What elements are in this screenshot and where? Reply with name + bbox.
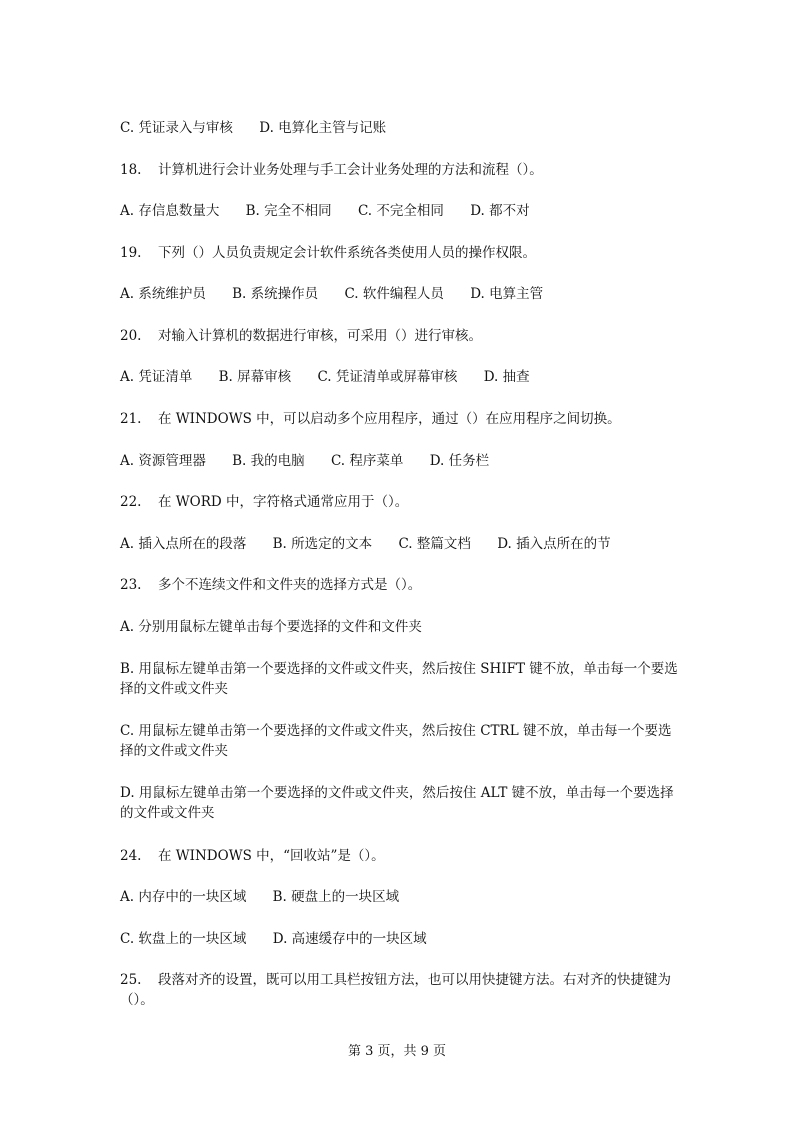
question-text: 在 WORD 中，字符格式通常应用于（）。	[158, 494, 409, 510]
options-line-24-1	[120, 887, 399, 907]
question-text: 下列（）人员负责规定会计软件系统各类使用人员的操作权限。	[158, 245, 536, 261]
option-c: C. 凭证录入与审核	[120, 120, 233, 136]
question-19	[120, 243, 536, 263]
option-a: A. 资源管理器	[120, 453, 206, 469]
question-24	[120, 846, 385, 866]
question-number: 25.	[120, 972, 142, 988]
question-25	[120, 970, 680, 1010]
option-b: B. 系统操作员	[232, 286, 319, 302]
options-line-19	[120, 284, 543, 304]
option-b: B. 硬盘上的一块区域	[272, 889, 400, 905]
option-d: D. 都不对	[470, 203, 530, 219]
option-a: A. 系统维护员	[120, 286, 206, 302]
option-d: D. 任务栏	[429, 453, 490, 469]
options-line-22	[120, 534, 611, 554]
option-d: D. 抽查	[483, 369, 530, 385]
option-a-line-23: A. 分别用鼠标左键单击每个要选择的文件和文件夹	[120, 619, 422, 635]
option-d: D. 高速缓存中的一块区域	[272, 931, 427, 947]
question-number: 23.	[120, 577, 142, 593]
page-footer: 第 3 页，共 9 页	[347, 1044, 447, 1059]
option-c: C. 软盘上的一块区域	[120, 931, 247, 947]
question-text: 在 WINDOWS 中，可以启动多个应用程序，通过（）在应用程序之间切换。	[158, 411, 621, 427]
option-d: D. 电算主管	[470, 286, 544, 302]
option-a: A. 内存中的一块区域	[120, 889, 247, 905]
question-text: 段落对齐的设置，既可以用工具栏按钮方法，也可以用快捷键方法。右对齐的快捷键为（）。	[120, 972, 671, 1008]
question-21	[120, 409, 621, 429]
question-text: 对输入计算机的数据进行审核，可采用（）进行审核。	[158, 328, 482, 344]
option-d: D. 插入点所在的节	[497, 536, 611, 552]
option-c-line-23: C. 用鼠标左键单击第一个要选择的文件或文件夹，然后按住 CTRL 键不放，单击每一个要选择的文件或文件夹	[120, 723, 672, 759]
option-a: A. 凭证清单	[120, 369, 193, 385]
question-number: 20.	[120, 328, 142, 344]
option-c: C. 整篇文档	[398, 536, 471, 552]
option-d: D. 电算化主管与记账	[259, 120, 387, 136]
option-b: B. 屏幕审核	[218, 369, 292, 385]
option-a: A. 存信息数量大	[120, 203, 220, 219]
question-number: 22.	[120, 494, 142, 510]
question-23	[120, 575, 421, 595]
option-b-line-23: B. 用鼠标左键单击第一个要选择的文件或文件夹，然后按住 SHIFT 键不放，单击每一个要选择的文件或文件夹	[120, 661, 678, 697]
options-line-20	[120, 367, 530, 387]
option-b: B. 我的电脑	[232, 453, 305, 469]
options-line-17	[120, 118, 386, 138]
option-c: C. 不完全相同	[357, 203, 444, 219]
option-c: C. 软件编程人员	[344, 286, 444, 302]
option-b: B. 所选定的文本	[272, 536, 373, 552]
options-line-24-2	[120, 929, 427, 949]
option-c: C. 程序菜单	[330, 453, 404, 469]
options-line-21	[120, 451, 489, 471]
option-d-line-23: D. 用鼠标左键单击第一个要选择的文件或文件夹，然后按住 ALT 键不放，单击每一个要选择的文件或文件夹	[120, 785, 674, 821]
question-number: 24.	[120, 848, 142, 864]
question-number: 21.	[120, 411, 142, 427]
question-text: 计算机进行会计业务处理与手工会计业务处理的方法和流程（）。	[158, 162, 543, 178]
question-number: 18.	[120, 162, 142, 178]
question-22	[120, 492, 408, 512]
question-number: 19.	[120, 245, 142, 261]
question-18	[120, 160, 543, 180]
option-a: A. 插入点所在的段落	[120, 536, 247, 552]
question-20	[120, 326, 482, 346]
option-c: C. 凭证清单或屏幕审核	[317, 369, 458, 385]
question-text: 在 WINDOWS 中，“回收站”是（）。	[158, 848, 385, 864]
option-b: B. 完全不相同	[245, 203, 332, 219]
question-text: 多个不连续文件和文件夹的选择方式是（）。	[158, 577, 422, 593]
options-line-18	[120, 201, 530, 221]
